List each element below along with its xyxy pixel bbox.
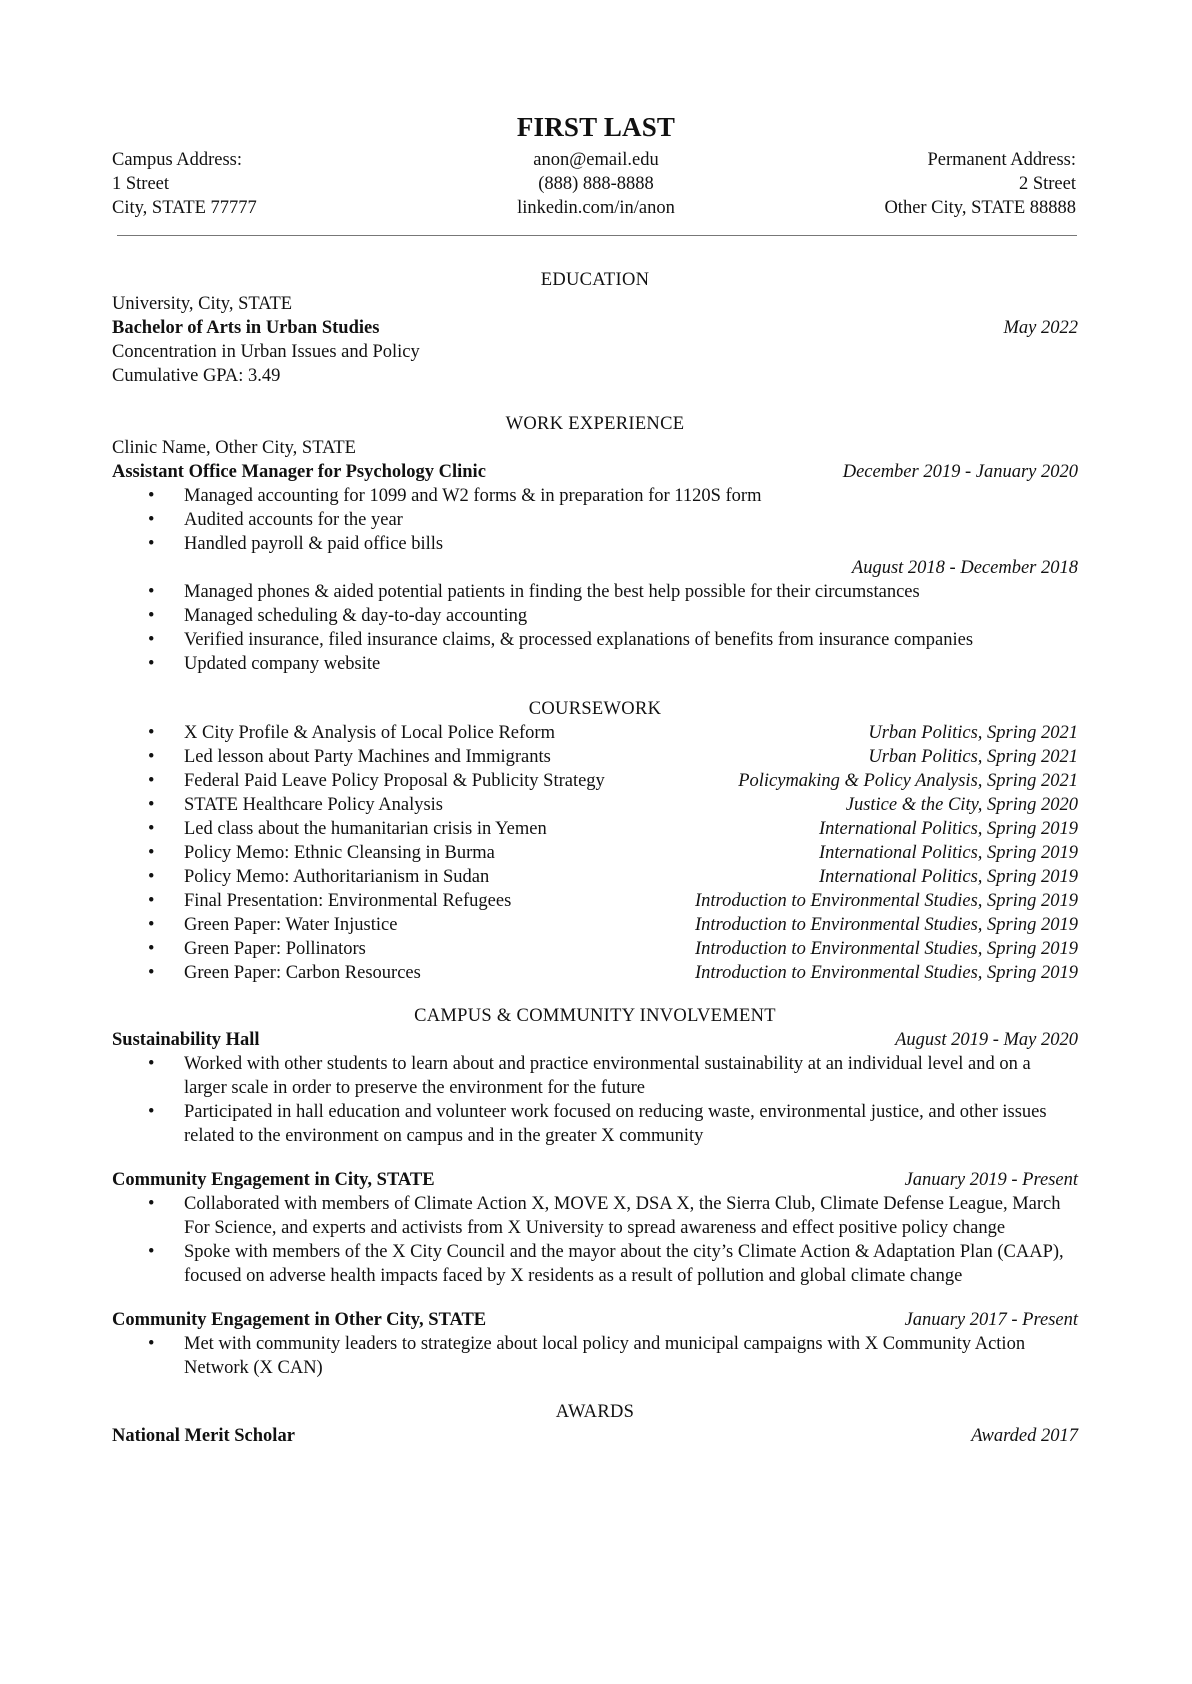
course-name: Introduction to Environmental Studies, Spring 2019 bbox=[695, 915, 1078, 935]
coursework-section bbox=[112, 697, 1078, 985]
course-name: International Politics, Spring 2019 bbox=[819, 819, 1078, 839]
involvement-section bbox=[112, 1004, 1078, 1380]
course-item bbox=[112, 889, 1078, 913]
list-item: • Participated in hall education and volunteer work focused on reducing waste, environmental justice, and other issues related to the environment on campus and in the greater X community bbox=[112, 1100, 1078, 1148]
permanent-address bbox=[884, 148, 1076, 220]
involvement-bullets bbox=[112, 1192, 1078, 1288]
campus-address-label: Campus Address: bbox=[112, 150, 243, 170]
list-item: • Collaborated with members of Climate Action X, MOVE X, DSA X, the Sierra Club, Climate Defense League, March For Science, and experts and activists from X University to spread awareness and effect positive policy change bbox=[112, 1192, 1078, 1240]
award-row bbox=[112, 1424, 1078, 1448]
course-item bbox=[112, 817, 1078, 841]
list-item: • Spoke with members of the X City Council and the mayor about the city’s Climate Action & Adaptation Plan (CAAP), focused on adverse health impacts faced by X residents as a result of pollution and global climate change bbox=[112, 1240, 1078, 1288]
education-school: University, City, STATE bbox=[112, 294, 293, 314]
list-item: • Audited accounts for the year bbox=[112, 508, 1078, 532]
course-name: Justice & the City, Spring 2020 bbox=[845, 795, 1078, 815]
involvement-date: January 2017 - Present bbox=[904, 1310, 1078, 1330]
campus-street: 1 Street bbox=[112, 174, 170, 194]
phone: (888) 888-8888 bbox=[538, 174, 654, 194]
involvement-date: August 2019 - May 2020 bbox=[895, 1030, 1078, 1050]
involvement-bullets bbox=[112, 1332, 1078, 1380]
involvement-date: January 2019 - Present bbox=[904, 1170, 1078, 1190]
email[interactable]: anon@email.edu bbox=[533, 150, 659, 170]
course-item bbox=[112, 745, 1078, 769]
course-name: Urban Politics, Spring 2021 bbox=[868, 747, 1078, 767]
education-concentration: Concentration in Urban Issues and Policy bbox=[112, 342, 420, 362]
work-bullets-2 bbox=[112, 580, 1078, 676]
course-project: • Federal Paid Leave Policy Proposal & Publicity Strategy bbox=[184, 771, 605, 791]
course-project: • X City Profile & Analysis of Local Police Reform bbox=[184, 723, 555, 743]
awards-title: AWARDS bbox=[555, 1402, 635, 1422]
course-name: Urban Politics, Spring 2021 bbox=[868, 723, 1078, 743]
involvement-org: Community Engagement in City, STATE bbox=[112, 1170, 435, 1190]
work-date-2-row bbox=[112, 556, 1078, 580]
list-item: • Worked with other students to learn about and practice environmental sustainability at an individual level and on a larger scale in order to preserve the environment for the future bbox=[112, 1052, 1078, 1100]
work-role: Assistant Office Manager for Psychology Clinic bbox=[112, 462, 486, 482]
award-date: Awarded 2017 bbox=[971, 1426, 1078, 1446]
permanent-address-label: Permanent Address: bbox=[927, 150, 1076, 170]
coursework-title: COURSEWORK bbox=[528, 699, 662, 719]
course-item bbox=[112, 913, 1078, 937]
involvement-entry-header bbox=[112, 1028, 1078, 1052]
course-item bbox=[112, 793, 1078, 817]
course-item bbox=[112, 865, 1078, 889]
course-project: • Green Paper: Pollinators bbox=[184, 939, 366, 959]
work-section bbox=[112, 412, 1078, 676]
work-role-row bbox=[112, 460, 1078, 484]
education-date: May 2022 bbox=[1003, 318, 1078, 338]
involvement-bullets bbox=[112, 1052, 1078, 1148]
list-item: • Met with community leaders to strategize about local policy and municipal campaigns with X Community Action Network (X CAN) bbox=[112, 1332, 1078, 1380]
list-item: • Managed scheduling & day-to-day accounting bbox=[112, 604, 1078, 628]
course-item bbox=[112, 721, 1078, 745]
involvement-org: Community Engagement in Other City, STATE bbox=[112, 1310, 487, 1330]
course-project: • Green Paper: Water Injustice bbox=[184, 915, 398, 935]
work-date-1: December 2019 - January 2020 bbox=[842, 462, 1078, 482]
permanent-city: Other City, STATE 88888 bbox=[884, 198, 1076, 218]
involvement-entry-header bbox=[112, 1168, 1078, 1192]
education-section bbox=[112, 268, 1078, 388]
work-date-2: August 2018 - December 2018 bbox=[851, 558, 1078, 578]
course-name: International Politics, Spring 2019 bbox=[819, 843, 1078, 863]
course-name: Introduction to Environmental Studies, Spring 2019 bbox=[695, 891, 1078, 911]
education-gpa: Cumulative GPA: 3.49 bbox=[112, 366, 281, 386]
course-project: • Led class about the humanitarian crisis in Yemen bbox=[184, 819, 547, 839]
course-project: • STATE Healthcare Policy Analysis bbox=[184, 795, 444, 815]
course-name: International Politics, Spring 2019 bbox=[819, 867, 1078, 887]
work-bullets-1 bbox=[112, 484, 1078, 556]
permanent-street: 2 Street bbox=[1018, 174, 1076, 194]
work-employer: Clinic Name, Other City, STATE bbox=[112, 438, 356, 458]
course-item bbox=[112, 769, 1078, 793]
course-project: • Policy Memo: Authoritarianism in Sudan bbox=[184, 867, 490, 887]
list-item: • Updated company website bbox=[112, 652, 1078, 676]
coursework-list bbox=[112, 721, 1078, 985]
involvement-org: Sustainability Hall bbox=[112, 1030, 260, 1050]
course-project: • Policy Memo: Ethnic Cleansing in Burma bbox=[184, 843, 495, 863]
awards-section bbox=[112, 1400, 1078, 1448]
list-item: • Verified insurance, filed insurance claims, & processed explanations of benefits from insurance companies bbox=[112, 628, 1078, 652]
list-item: • Handled payroll & paid office bills bbox=[112, 532, 1078, 556]
list-item: • Managed phones & aided potential patients in finding the best help possible for their circumstances bbox=[112, 580, 1078, 604]
course-item bbox=[112, 961, 1078, 985]
resume-name: FIRST LAST bbox=[516, 112, 676, 142]
course-item bbox=[112, 937, 1078, 961]
campus-city: City, STATE 77777 bbox=[112, 198, 257, 218]
course-name: Policymaking & Policy Analysis, Spring 2021 bbox=[738, 771, 1078, 791]
list-item: • Managed accounting for 1099 and W2 forms & in preparation for 1120S form bbox=[112, 484, 1078, 508]
education-title: EDUCATION bbox=[540, 270, 650, 290]
course-project: • Led lesson about Party Machines and Immigrants bbox=[184, 747, 551, 767]
header-divider bbox=[117, 235, 1077, 236]
course-item bbox=[112, 841, 1078, 865]
work-title: WORK EXPERIENCE bbox=[505, 414, 685, 434]
linkedin[interactable]: linkedin.com/in/anon bbox=[517, 198, 675, 218]
education-degree: Bachelor of Arts in Urban Studies bbox=[112, 318, 380, 338]
involvement-title: CAMPUS & COMMUNITY INVOLVEMENT bbox=[414, 1006, 776, 1026]
course-name: Introduction to Environmental Studies, Spring 2019 bbox=[695, 963, 1078, 983]
award-name: National Merit Scholar bbox=[112, 1426, 295, 1446]
education-degree-row bbox=[112, 316, 1078, 340]
course-project: • Green Paper: Carbon Resources bbox=[184, 963, 421, 983]
course-project: • Final Presentation: Environmental Refugees bbox=[184, 891, 512, 911]
involvement-entry-header bbox=[112, 1308, 1078, 1332]
course-name: Introduction to Environmental Studies, Spring 2019 bbox=[695, 939, 1078, 959]
